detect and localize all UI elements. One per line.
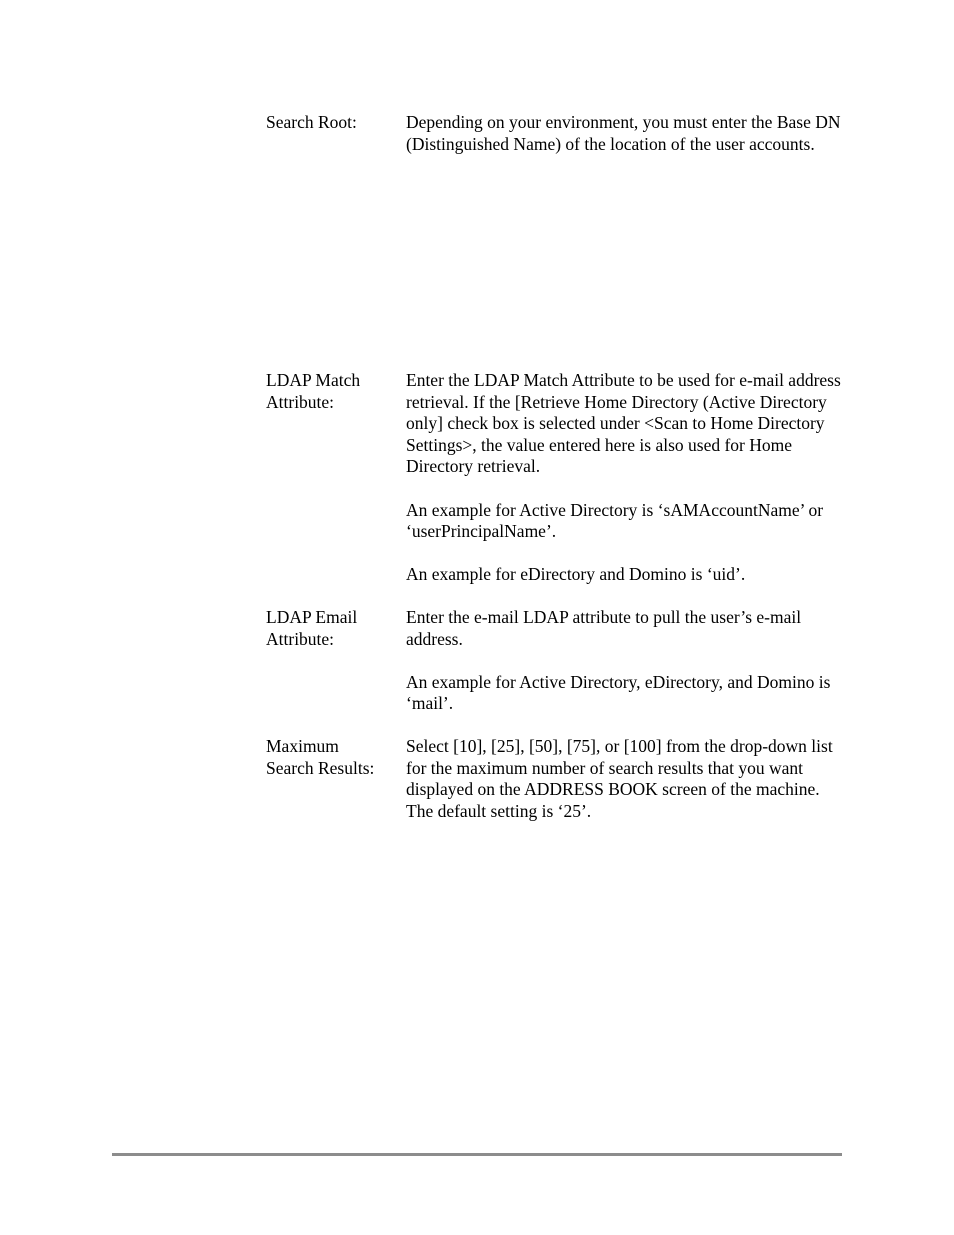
description-paragraph: Select [10], [25], [50], [75], or [100] from the drop-down list for the maximum number of search results that you want displayed on the ADDRESS BOOK screen of the machine. The default setting is ‘25’. <box>406 736 833 821</box>
description-paragraph: An example for eDirectory and Domino is ‘uid’. <box>406 564 746 585</box>
term-search-root: Search Root: <box>266 112 357 132</box>
description-paragraph: Depending on your environment, you must enter the Base DN (Distinguished Name) of the location of the user accounts. <box>406 112 841 154</box>
description-paragraph: An example for Active Directory is ‘sAMAccountName’ or ‘userPrincipalName’. <box>406 499 824 542</box>
term-ldap-email-attribute: LDAP Email Attribute: <box>266 607 358 649</box>
term-maximum-search-results: Maximum Search Results: <box>266 736 375 778</box>
description-ldap-email-attribute <box>406 607 846 715</box>
description-maximum-search-results <box>406 736 846 822</box>
footer-divider <box>112 1153 842 1156</box>
description-search-root <box>406 112 846 155</box>
description-paragraph: An example for Active Directory, eDirectory, and Domino is ‘mail’. <box>406 671 831 714</box>
description-paragraph: Enter the e-mail LDAP attribute to pull the user’s e-mail address. <box>406 607 802 649</box>
term-ldap-match-attribute: LDAP Match Attribute: <box>266 370 361 412</box>
description-ldap-match-attribute <box>406 370 846 586</box>
description-paragraph: Enter the LDAP Match Attribute to be used for e-mail address retrieval. If the [Retrieve Home Directory (Active Directory only] check box is selected under <Scan to Home Directory Settings>, the value entered here is also used for Home Directory retrieval. <box>406 370 841 477</box>
